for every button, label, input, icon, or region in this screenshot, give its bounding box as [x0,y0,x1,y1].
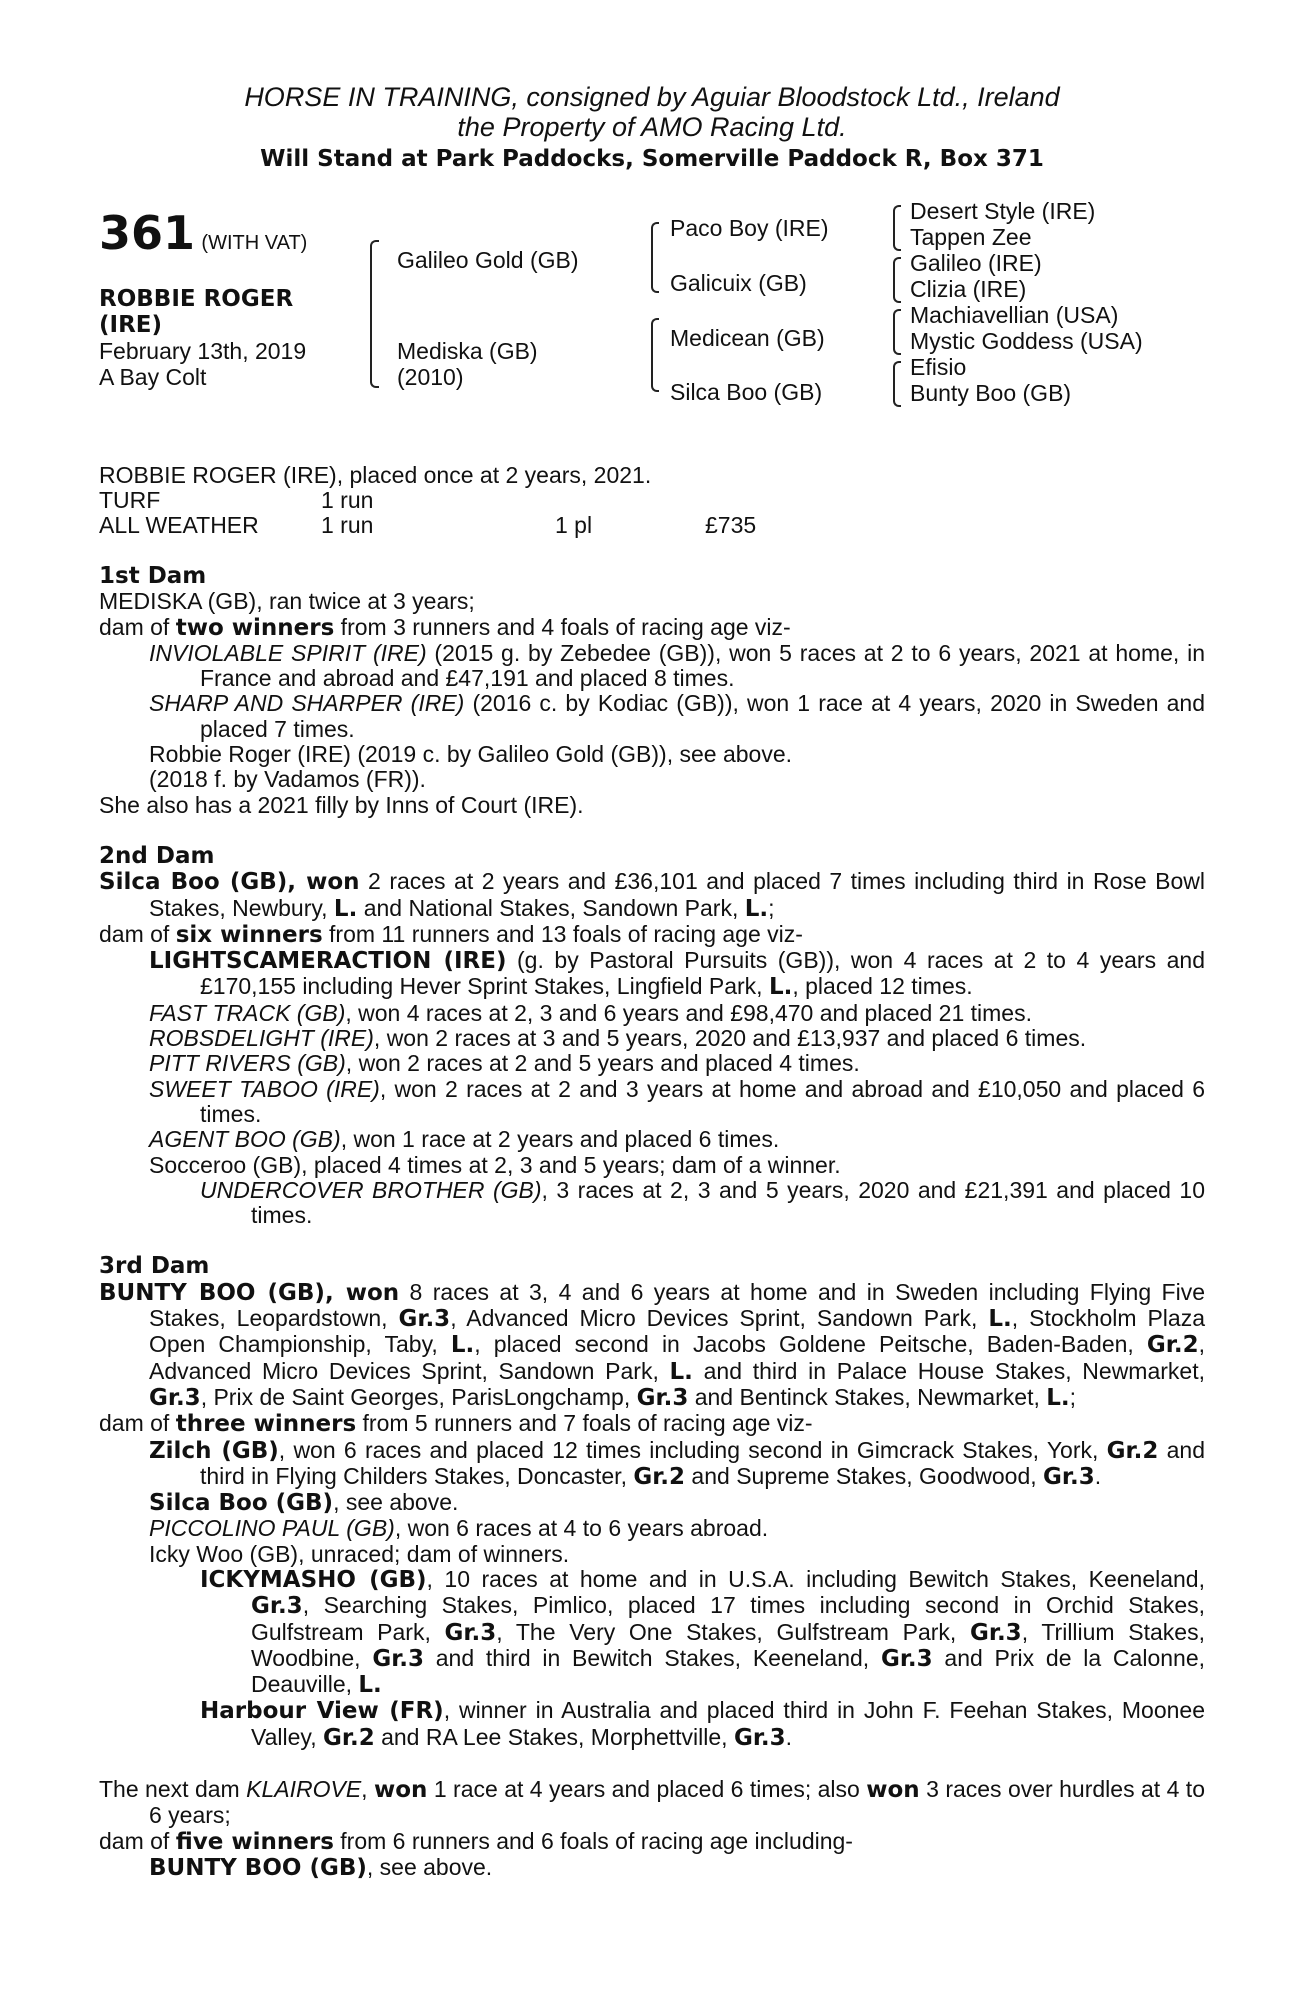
first-dam-produce-line: dam of two winners from 3 runners and 4 foals of racing age viz- [99,613,791,641]
horse-description: A Bay Colt [99,364,207,390]
third-dam-offspring: Zilch (GB), won 6 races and placed 12 times including second in Gimcrack Stakes, York, Gr.2 and third in Flying Childers Stakes, Doncaster, Gr.2 and Supreme Stakes, Goodwood, Gr.3. [149,1436,1206,1490]
next-dam-record: The next dam KLAIROVE, won 1 race at 4 years and placed 6 times; also won 3 races over hurdles at 4 to 6 years; [99,1776,1205,1829]
horse-name-suffix: (IRE) [99,312,163,338]
lot-number: 361 [99,206,196,260]
race-record-intro: ROBBIE ROGER (IRE), placed once at 2 years, 2021. [99,462,652,488]
dam-year: (2010) [397,364,464,390]
second-dam-offspring: ROBSDELIGHT (IRE), won 2 races at 3 and 5 years, 2020 and £13,937 and placed 6 times. [149,1025,1087,1052]
third-dam-offspring: Icky Woo (GB), unraced; dam of winners. [149,1540,570,1567]
first-dam-offspring: SHARP AND SHARPER (IRE) (2016 c. by Kodiac (GB)), won 1 race at 4 years, 2020 in Sweden and placed 7 times. [149,690,1205,742]
first-dam-section [99,564,1205,818]
pedigree-brace-ds [893,309,901,355]
all-weather-runs: 1 run [321,512,374,538]
third-dam-produce-line: dam of three winners from 5 runners and 7 foals of racing age viz- [99,1410,813,1438]
second-dam-offspring: AGENT BOO (GB), won 1 race at 2 years and placed 6 times. [149,1126,780,1153]
horse-name: ROBBIE ROGER [99,286,294,312]
third-dam-offspring: PICCOLINO PAUL (GB), won 6 races at 4 to 6 years abroad. [149,1515,769,1542]
pedigree-brace-sire [651,222,659,293]
pedigree-brace-ss [893,205,901,251]
first-dam-intro: MEDISKA (GB), ran twice at 3 years; [99,588,475,615]
third-dam-section [99,1254,1205,1751]
lot-number-line [99,206,308,260]
first-dam-offspring: INVIOLABLE SPIRIT (IRE) (2015 g. by Zebedee (GB)), won 5 races at 2 to 6 years, 2021 at home, in France and abroad and £47,191 and placed 8 times. [149,639,1205,692]
turf-runs: 1 run [321,487,374,513]
dam-dam-sire: Efisio [910,354,967,380]
catalogue-page [99,82,1205,1881]
consignor-line: HORSE IN TRAINING, consigned by Aguiar Bloodstock Ltd., Ireland [244,82,1060,112]
turf-row [99,488,1205,513]
second-dam-offspring: FAST TRACK (GB), won 4 races at 2, 3 and 6 years and £98,470 and placed 21 times. [149,999,1032,1026]
pedigree-block [99,198,1205,463]
second-dam-record: Silca Boo (GB), won 2 races at 2 years and £36,101 and placed 7 times including third in Rose Bowl Stakes, Newbury, L. and National Stakes, Sandown Park, L.; [99,868,1205,922]
third-dam-grand-offspring: Harbour View (FR), winner in Australia and placed third in John F. Feehan Stakes, Moonee Valley, Gr.2 and RA Lee Stakes, Morphettville, Gr.3. [200,1697,1206,1751]
second-dam-section [99,844,1205,1228]
second-dam-offspring: PITT RIVERS (GB), won 2 races at 2 and 5 years and placed 4 times. [149,1050,860,1077]
pedigree-brace-main [370,240,379,388]
first-dam-offspring: (2018 f. by Vadamos (FR)). [149,766,426,793]
third-dam-record: BUNTY BOO (GB), won 8 races at 3, 4 and 6 years at home and in Sweden including Flying Five Stakes, Leopardstown, Gr.3, Advanced Micro Devices Sprint, Sandown Park, L., Stockholm Plaza Open Championship, Taby, L., placed second in Jacobs Goldene Peitsche, Baden-Baden, Gr.2, Advanced Micro Devices Sprint, Sandown Park, L. and third in Palace House Stakes, Newmarket, Gr.3, Prix de Saint Georges, ParisLongchamp, Gr.3 and Bentinck Stakes, Newmarket, L.; [99,1278,1206,1411]
dam-sire-dam: Mystic Goddess (USA) [910,328,1143,354]
second-dam-offspring: Socceroo (GB), placed 4 times at 2, 3 and 5 years; dam of a winner. [149,1151,841,1178]
vat-note: (WITH VAT) [201,232,308,254]
sire-sire-dam: Tappen Zee [910,224,1032,250]
dam: Mediska (GB) [397,338,538,364]
second-dam-heading: 2nd Dam [99,842,215,869]
third-dam-heading: 3rd Dam [99,1253,210,1280]
first-dam-note: She also has a 2021 filly by Inns of Court (IRE). [99,791,584,818]
foaling-date: February 13th, 2019 [99,338,307,364]
second-dam-offspring: LIGHTSCAMERACTION (IRE) (g. by Pastoral Pursuits (GB)), won 4 races at 2 to 4 years and £170,155 including Hever Sprint Stakes, Lingfield Park, L., placed 12 times. [149,947,1205,1001]
dam-dam: Silca Boo (GB) [670,379,823,405]
first-dam-offspring: Robbie Roger (IRE) (2019 c. by Galileo Gold (GB)), see above. [149,741,793,768]
all-weather-placed: 1 pl [555,512,593,538]
pedigree-brace-dd [893,361,901,407]
second-dam-grand-offspring: UNDERCOVER BROTHER (GB), 3 races at 2, 3 and 5 years, 2020 and £21,391 and placed 10 times. [200,1176,1205,1229]
first-dam-heading: 1st Dam [99,563,207,589]
race-record [99,463,1205,538]
dam-sire: Medicean (GB) [670,325,825,351]
sire-dam: Galicuix (GB) [670,270,807,296]
owner-line: the Property of AMO Racing Ltd. [457,112,847,142]
pedigree-brace-dam [651,318,659,392]
third-dam-offspring: Silca Boo (GB), see above. [149,1489,459,1517]
next-dam-produce-line: dam of five winners from 6 runners and 6 foals of racing age including- [99,1827,853,1855]
dam-sire-sire: Machiavellian (USA) [910,302,1119,328]
sire-dam-dam: Clizia (IRE) [910,276,1027,302]
sire: Galileo Gold (GB) [397,247,579,273]
next-dam-offspring: BUNTY BOO (GB), see above. [149,1853,493,1881]
turf-label: TURF [99,487,161,513]
next-dam-section [99,1777,1205,1881]
stabling-line: Will Stand at Park Paddocks, Somerville Paddock R, Box 371 [260,146,1044,172]
all-weather-earnings: £735 [705,512,757,538]
dam-dam-dam: Bunty Boo (GB) [910,380,1072,406]
sire-sire: Paco Boy (IRE) [670,215,829,241]
all-weather-label: ALL WEATHER [99,512,259,538]
sire-sire-sire: Desert Style (IRE) [910,198,1096,224]
third-dam-grand-offspring: ICKYMASHO (GB), 10 races at home and in U.S.A. including Bewitch Stakes, Keeneland, Gr.3, Searching Stakes, Pimlico, placed 17 times including second in Orchid Stakes, Gulfstream Park, Gr.3, The Very One Stakes, Gulfstream Park, Gr.3, Trillium Stakes, Woodbine, Gr.3 and third in Bewitch Stakes, Keeneland, Gr.3 and Prix de la Calonne, Deauville, L. [200,1565,1205,1699]
all-weather-row [99,513,1205,538]
second-dam-offspring: SWEET TABOO (IRE), won 2 races at 2 and 3 years at home and abroad and £10,050 and placed 6 times. [149,1075,1206,1127]
sire-dam-sire: Galileo (IRE) [910,250,1042,276]
pedigree-brace-sd [893,257,901,303]
second-dam-produce-line: dam of six winners from 11 runners and 13 foals of racing age viz- [99,920,803,948]
